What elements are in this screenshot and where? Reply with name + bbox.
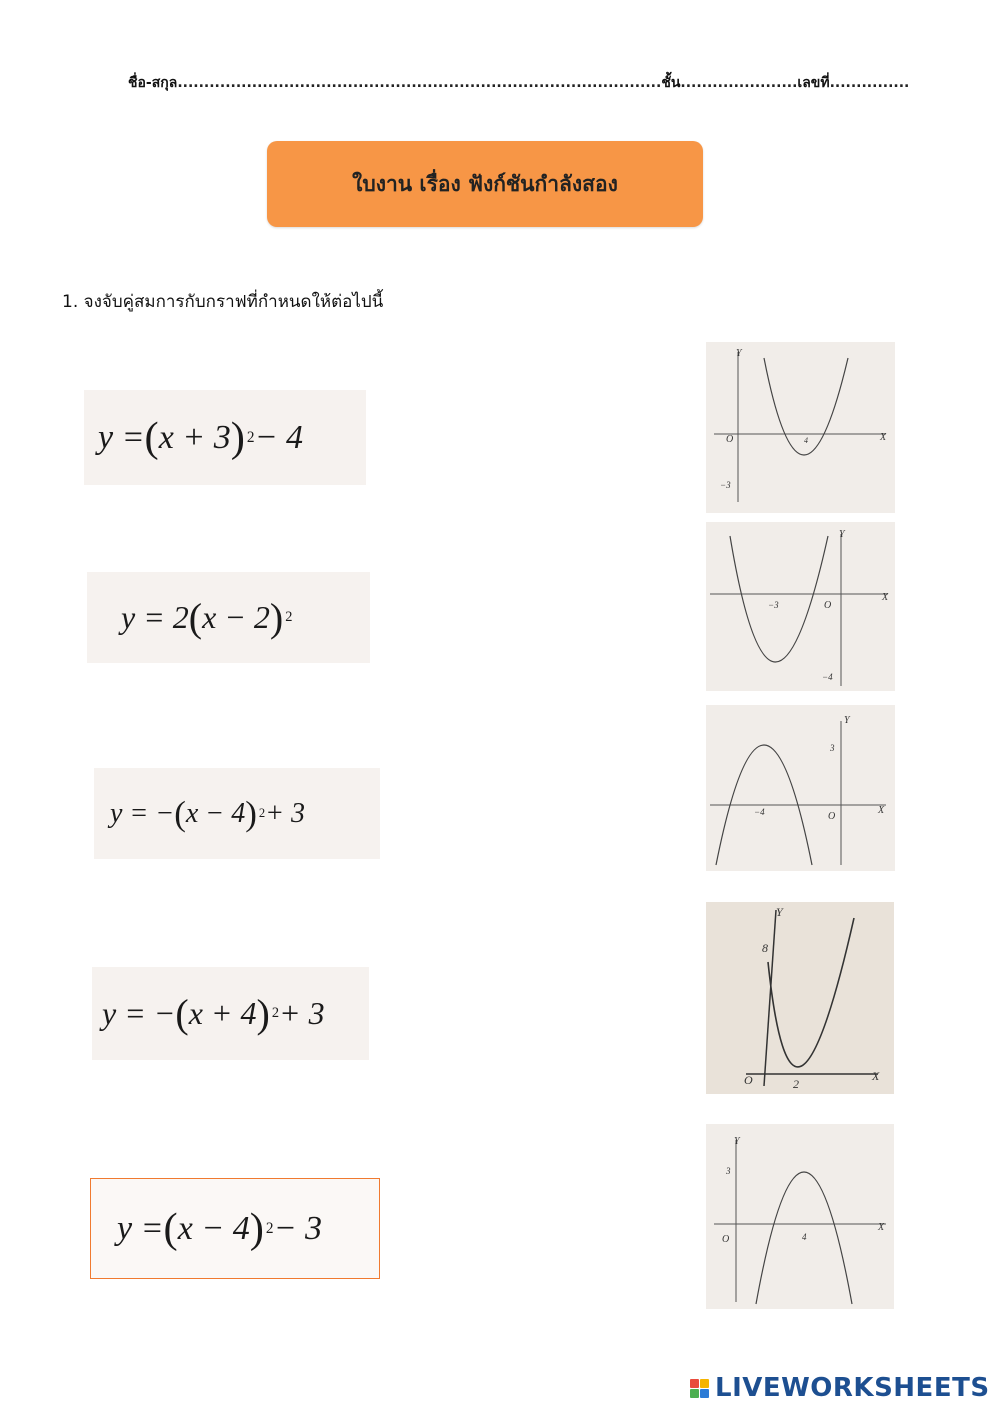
tick-label-b: 3: [830, 743, 835, 753]
y-axis: [764, 910, 776, 1086]
origin-label: O: [828, 811, 836, 822]
tick-label-a: 4: [802, 1232, 807, 1242]
graph-card-3[interactable]: [706, 705, 895, 871]
x-axis-label: X: [878, 1222, 885, 1233]
equation-open-paren: (: [175, 991, 189, 1036]
origin-label: O: [744, 1073, 753, 1087]
equation-card-3[interactable]: [94, 768, 380, 859]
name-label: ชื่อ-สกุล: [128, 75, 178, 91]
equation-tail: + 3: [279, 995, 325, 1031]
x-axis-label: X: [882, 592, 889, 603]
tick-label-b: −3: [720, 480, 731, 490]
tick-label-a: 4: [804, 436, 808, 445]
equation-open-paren: (: [163, 1205, 178, 1252]
equation-open-paren: (: [144, 414, 159, 461]
equation-lhs: y =: [98, 418, 145, 456]
class-label: ชั้น: [661, 75, 681, 91]
equation-card-1[interactable]: [84, 390, 366, 485]
tick-label-b: 3: [726, 1166, 731, 1176]
x-axis-label: X: [872, 1069, 880, 1083]
tick-label-a: −4: [754, 807, 765, 817]
equation-close-paren: ): [269, 595, 284, 640]
equation-tail: − 4: [254, 418, 304, 456]
logo-square-blue: [700, 1389, 709, 1398]
y-axis-label: Y: [844, 715, 850, 726]
tick-label-b: −4: [822, 672, 833, 682]
parabola-graph-3: [706, 705, 895, 871]
name-blank[interactable]: ...........................................................................................: [177, 75, 662, 91]
parabola-graph-2: [706, 522, 895, 691]
parabola-curve: [768, 918, 854, 1067]
equation-body: x + 3: [158, 418, 231, 456]
tick-label-a: 2: [793, 1077, 799, 1091]
equation-close-paren: ): [245, 793, 257, 833]
question-instruction: 1. จงจับคู่สมการกับกราฟที่กำหนดให้ต่อไปนี้: [62, 292, 384, 312]
equation-tail: − 3: [273, 1209, 323, 1247]
liveworksheets-logo-icon: [690, 1379, 709, 1398]
x-axis-label: X: [880, 432, 887, 443]
equation-lhs: y =: [117, 1209, 164, 1247]
origin-label: O: [824, 600, 832, 611]
equation-body: x + 4: [188, 995, 257, 1031]
equation-card-5[interactable]: [90, 1178, 380, 1279]
equation-close-paren: ): [249, 1205, 264, 1252]
y-axis-label: Y: [734, 1136, 740, 1147]
parabola-graph-4: [706, 902, 894, 1094]
graph-card-5[interactable]: [706, 1124, 894, 1309]
equation-open-paren: (: [174, 793, 186, 833]
graph-card-2[interactable]: [706, 522, 895, 691]
origin-label: O: [722, 1234, 730, 1245]
worksheet-title-banner: [267, 141, 703, 227]
equation-card-4[interactable]: [92, 967, 369, 1060]
equation-exponent: 2: [285, 609, 293, 625]
equation-close-paren: ): [256, 991, 270, 1036]
equation-exponent: 2: [246, 428, 255, 446]
student-info-line: [128, 72, 910, 96]
worksheet-title: ใบงาน เรื่อง ฟังก์ชันกำลังสอง: [352, 171, 618, 196]
liveworksheets-wordmark: LIVEWORKSHEETS: [715, 1373, 990, 1403]
x-axis-label: X: [878, 805, 885, 816]
origin-label: O: [726, 434, 734, 445]
equation-exponent: 2: [258, 806, 266, 820]
parabola-graph-1: [706, 342, 895, 513]
logo-square-red: [690, 1379, 699, 1388]
logo-square-yellow: [700, 1379, 709, 1388]
equation-body: x − 4: [185, 797, 246, 829]
class-blank[interactable]: ......................: [680, 75, 798, 91]
y-axis-label: Y: [776, 905, 783, 919]
graph-card-4[interactable]: [706, 902, 894, 1094]
equation-body: x − 2: [202, 599, 270, 635]
y-axis-label: Y: [839, 529, 845, 540]
number-label: เลขที่: [797, 75, 830, 91]
equation-exponent: 2: [271, 1005, 280, 1021]
number-blank[interactable]: ...............: [829, 75, 910, 91]
equation-exponent: 2: [265, 1219, 274, 1237]
equation-close-paren: ): [230, 414, 245, 461]
parabola-curve: [730, 536, 828, 662]
parabola-graph-5: [706, 1124, 894, 1309]
equation-lhs: y = 2: [121, 599, 189, 635]
logo-square-green: [690, 1389, 699, 1398]
equation-lhs: y = −: [102, 995, 176, 1031]
equation-lhs: y = −: [110, 797, 175, 829]
equation-tail: + 3: [265, 797, 306, 829]
graph-card-1[interactable]: [706, 342, 895, 513]
equation-open-paren: (: [188, 595, 203, 640]
equation-body: x − 4: [177, 1209, 250, 1247]
liveworksheets-brand: [690, 1372, 990, 1404]
y-axis-label: Y: [736, 348, 742, 359]
tick-label-b: 8: [762, 941, 768, 955]
tick-label-a: −3: [768, 600, 779, 610]
equation-card-2[interactable]: [87, 572, 370, 663]
